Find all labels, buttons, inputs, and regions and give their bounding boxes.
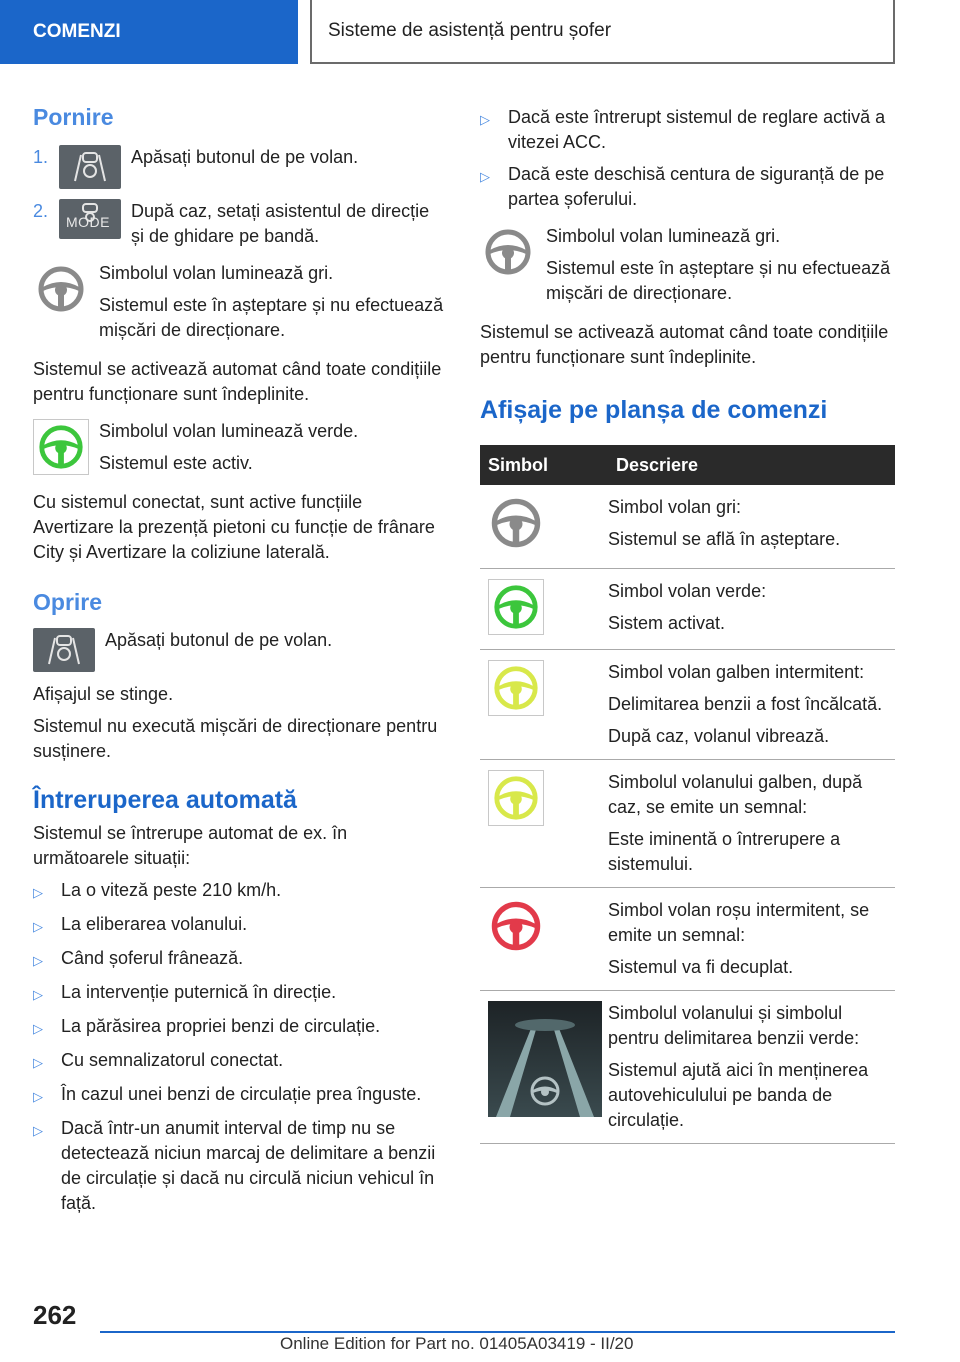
triangle-bullet-icon: ▷ bbox=[33, 953, 43, 968]
triangle-bullet-icon: ▷ bbox=[33, 987, 43, 1002]
grey-line-2: Sistemul este în așteptare și nu efectuează mișcări de direcționare. bbox=[546, 258, 891, 303]
connected-text: Cu sistemul conectat, sunt active funcțiile Avertizare la prezență pietoni cu funcție de frânare City și Avertizare la coliziune laterală. bbox=[33, 492, 435, 562]
step-text: După caz, setați asistentul de direcție și de ghidare pe bandă. bbox=[131, 201, 430, 246]
mode-button-icon bbox=[59, 199, 121, 239]
triangle-bullet-icon: ▷ bbox=[33, 919, 43, 934]
column-header-symbol: Simbol bbox=[480, 445, 608, 485]
step-text: Apăsați butonul de pe volan. bbox=[131, 147, 359, 167]
list-item: ▷ Când șoferul frânează. bbox=[33, 946, 446, 973]
step-1 bbox=[33, 145, 446, 189]
triangle-bullet-icon: ▷ bbox=[33, 1123, 43, 1138]
list-item: ▷ Dacă este deschisă centura de siguranță de pe partea șoferului. bbox=[480, 162, 895, 212]
chapter-title: Sisteme de asistență pentru șofer bbox=[310, 0, 895, 64]
interrupt-intro: Sistemul se întrerupe automat de ex. în următoarele situații: bbox=[33, 823, 348, 868]
grey-line-2: Sistemul este în așteptare și nu efectuează mișcări de direcționare. bbox=[99, 295, 444, 340]
list-item: ▷ La intervenție puternică în direcție. bbox=[33, 980, 446, 1007]
triangle-bullet-icon: ▷ bbox=[480, 112, 490, 127]
right-column bbox=[480, 100, 895, 1144]
lane-assist-button-icon bbox=[33, 628, 95, 672]
footer-divider bbox=[100, 1331, 895, 1333]
steering-wheel-yellow-blinking-icon bbox=[488, 660, 544, 716]
table-row: Simbolul volanului și simbolul pentru delimitarea benzii verde: Sistemul ajută aici în menținerea autovehiculului pe banda de circulație. bbox=[480, 991, 895, 1144]
start-heading: Pornire bbox=[33, 104, 114, 130]
table-header-row bbox=[480, 445, 895, 485]
stop-step bbox=[33, 628, 446, 672]
mode-label: MODE bbox=[66, 214, 110, 230]
table-row: Simbol volan roșu intermitent, se emite un semnal: Sistemul va fi decuplat. bbox=[480, 888, 895, 991]
step-number: 2. bbox=[33, 201, 49, 221]
section-tab: COMENZI bbox=[0, 0, 298, 64]
grey-line-1: Simbolul volan luminează gri. bbox=[546, 226, 781, 246]
list-item: ▷ La părăsirea propriei benzi de circulație. bbox=[33, 1014, 446, 1041]
interrupt-heading: Întreruperea automată bbox=[33, 786, 297, 814]
grey-line-1: Simbolul volan luminează gri. bbox=[99, 263, 334, 283]
page-number: 262 bbox=[33, 1300, 77, 1330]
grey-status-block bbox=[480, 224, 895, 306]
interrupt-list-continued bbox=[480, 105, 895, 212]
green-status-block bbox=[33, 419, 446, 476]
column-header-description: Descriere bbox=[608, 445, 895, 485]
list-item: ▷ În cazul unei benzi de circulație prea înguste. bbox=[33, 1082, 446, 1109]
display-off-text: Afișajul se stinge. bbox=[33, 684, 174, 704]
lane-marking-steering-wheel-icon bbox=[488, 1101, 602, 1121]
page-header bbox=[0, 0, 960, 66]
steering-wheel-grey-icon bbox=[480, 224, 536, 280]
step-number: 1. bbox=[33, 147, 49, 167]
step-2 bbox=[33, 199, 446, 249]
steering-wheel-yellow-icon bbox=[488, 770, 544, 826]
edition-text: Online Edition for Part no. 01405A03419 - II/20 bbox=[280, 1334, 634, 1353]
triangle-bullet-icon: ▷ bbox=[33, 1021, 43, 1036]
interrupt-list bbox=[33, 878, 446, 1216]
no-steering-text: Sistemul nu execută mișcări de direcționare pentru susținere. bbox=[33, 716, 438, 761]
triangle-bullet-icon: ▷ bbox=[33, 1089, 43, 1104]
left-column bbox=[33, 100, 446, 1216]
list-item: ▷ Dacă este întrerupt sistemul de reglare activă a vitezei ACC. bbox=[480, 105, 895, 155]
green-line-1: Simbolul volan luminează verde. bbox=[99, 421, 359, 441]
symbol-table bbox=[480, 445, 895, 1144]
list-item: ▷ La eliberarea volanului. bbox=[33, 912, 446, 939]
auto-activate-text: Sistemul se activează automat când toate condițiile pentru funcționare sunt îndeplinite. bbox=[480, 322, 889, 367]
triangle-bullet-icon: ▷ bbox=[33, 1055, 43, 1070]
list-item: ▷ La o viteză peste 210 km/h. bbox=[33, 878, 446, 905]
table-row: Simbol volan gri: Sistemul se află în așteptare. bbox=[480, 485, 895, 569]
list-item: ▷ Dacă într-un anumit interval de timp nu se detectează niciun marcaj de delimitare a benzii de circulație și dacă nu circulă niciun vehicul în față. bbox=[33, 1116, 446, 1216]
list-item: ▷ Cu semnalizatorul conectat. bbox=[33, 1048, 446, 1075]
steering-wheel-red-icon bbox=[488, 938, 544, 958]
table-heading: Afișaje pe planșa de comenzi bbox=[480, 396, 828, 424]
table-row: Simbol volan galben intermitent: Delimitarea benzii a fost încălcată. După caz, volanul vibrează. bbox=[480, 650, 895, 760]
stop-heading: Oprire bbox=[33, 589, 103, 615]
steering-wheel-green-icon bbox=[488, 579, 544, 635]
table-row: Simbolul volanului galben, după caz, se emite un semnal: Este iminentă o întrerupere a sistemului. bbox=[480, 760, 895, 888]
steering-wheel-grey-icon bbox=[33, 261, 89, 317]
steering-wheel-green-icon bbox=[33, 419, 89, 475]
stop-text: Apăsați butonul de pe volan. bbox=[105, 630, 333, 650]
green-line-2: Sistemul este activ. bbox=[99, 453, 253, 473]
triangle-bullet-icon: ▷ bbox=[480, 169, 490, 184]
grey-status-block bbox=[33, 261, 446, 343]
auto-activate-text: Sistemul se activează automat când toate condițiile pentru funcționare sunt îndeplinite. bbox=[33, 359, 442, 404]
steering-wheel-grey-icon bbox=[488, 535, 544, 555]
lane-assist-button-icon bbox=[59, 145, 121, 189]
table-row: Simbol volan verde: Sistem activat. bbox=[480, 569, 895, 650]
triangle-bullet-icon: ▷ bbox=[33, 885, 43, 900]
